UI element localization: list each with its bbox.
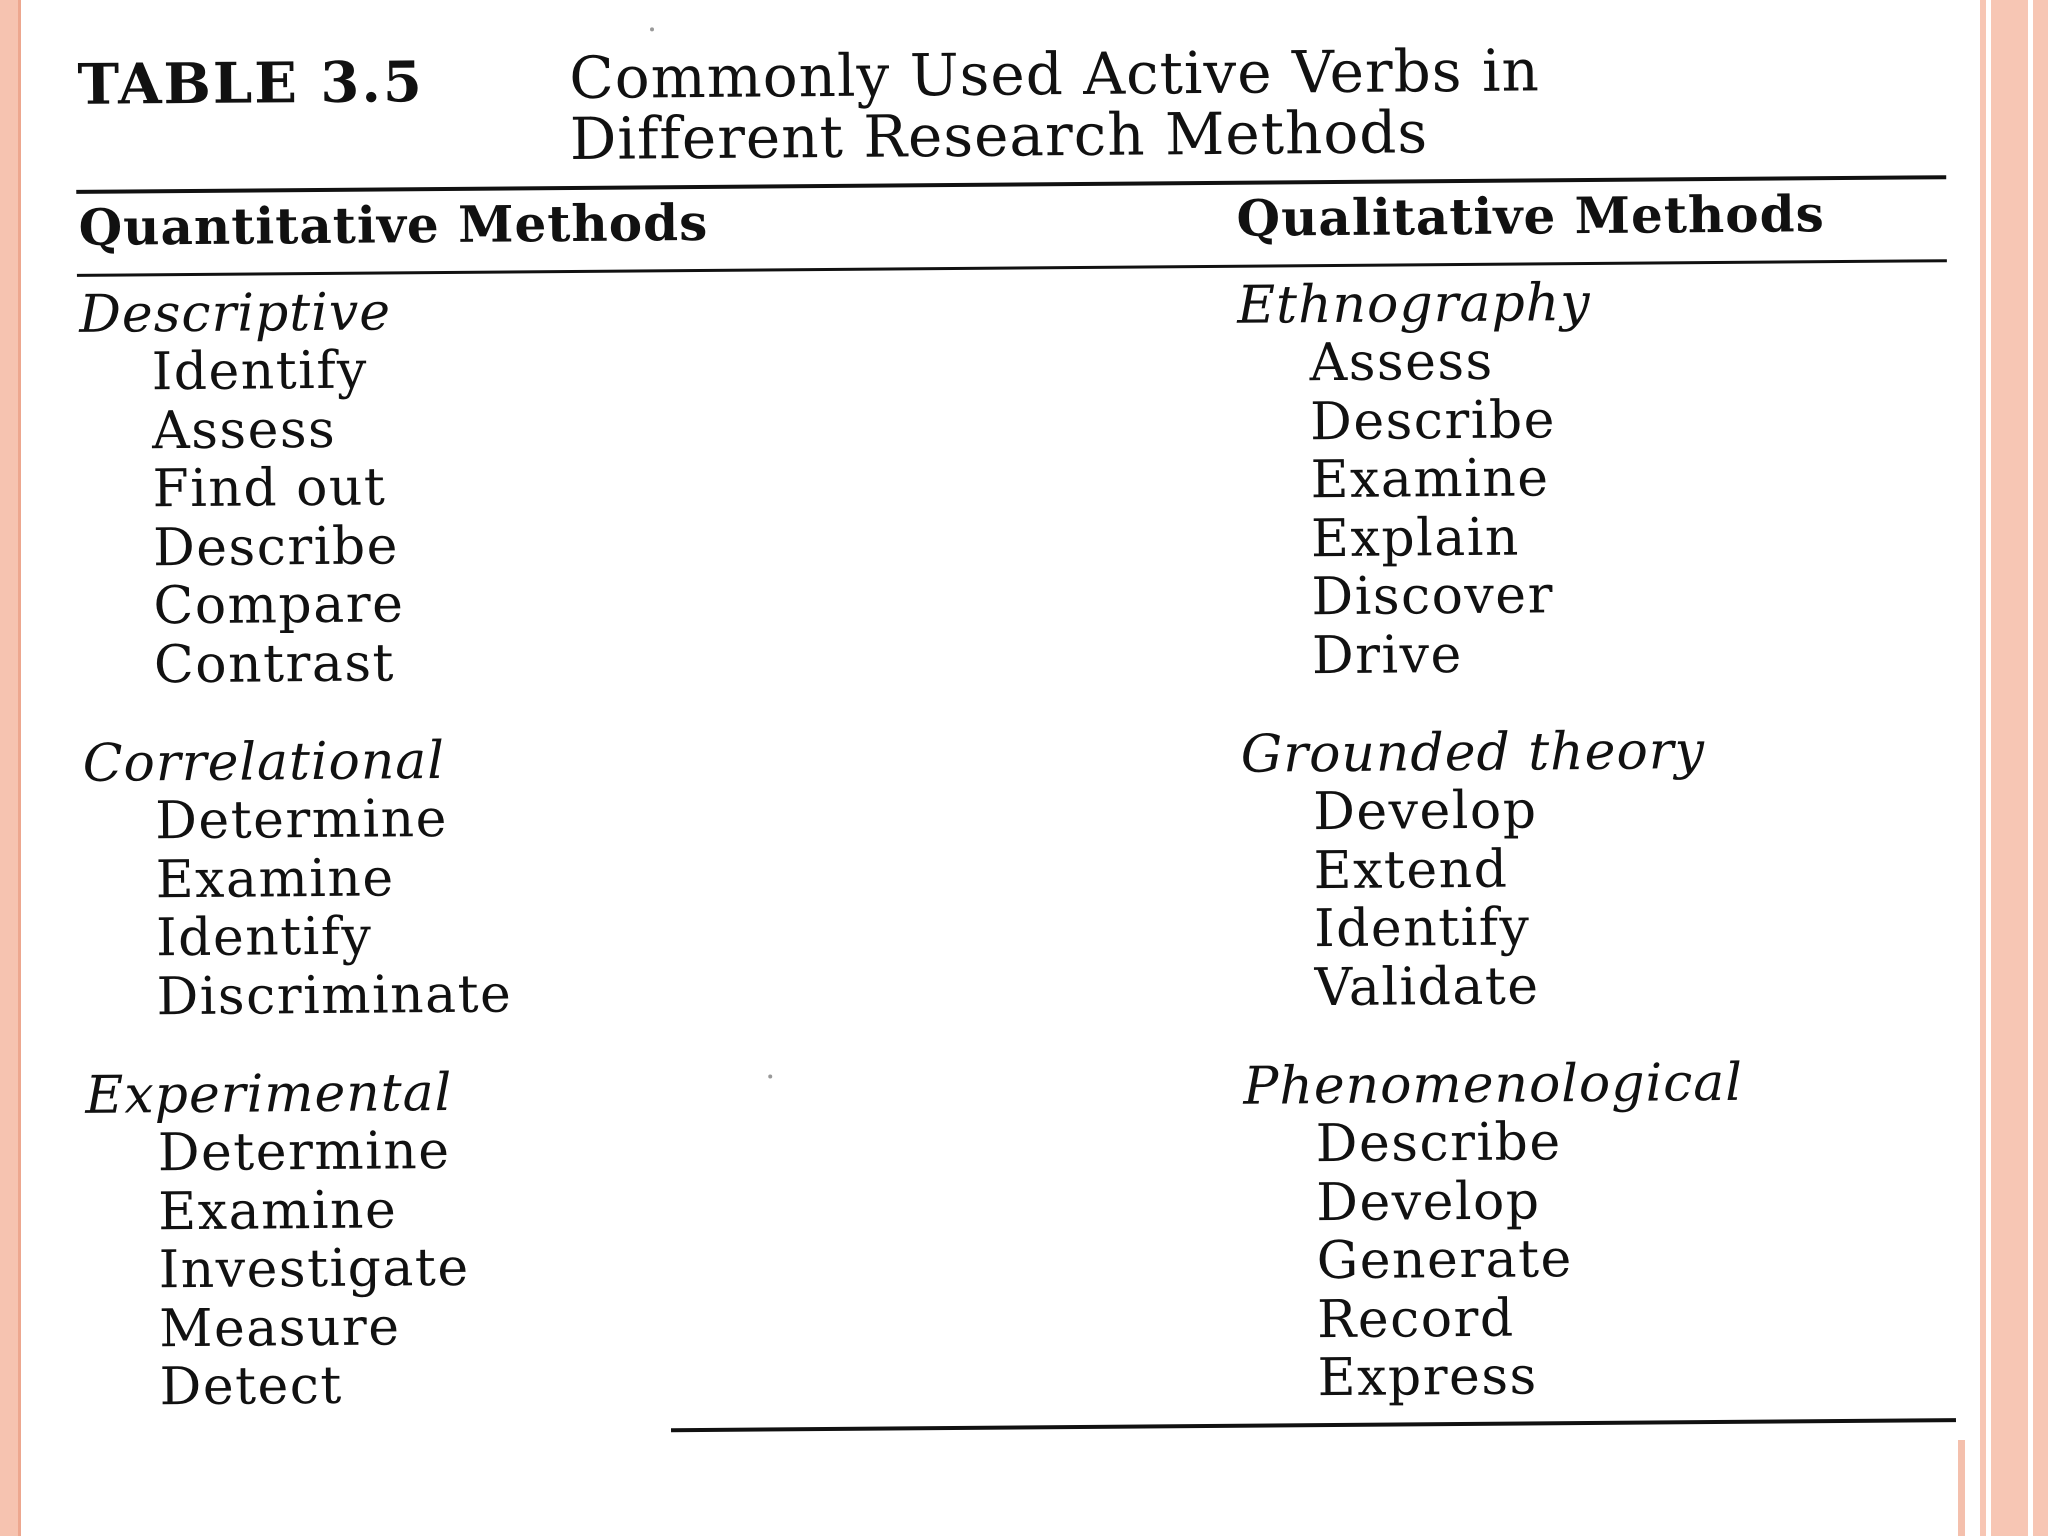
verb-item: Describe xyxy=(1309,389,1557,452)
column-quantitative xyxy=(79,282,516,1457)
verb-item: Describe xyxy=(152,515,400,578)
verb-item: Extend xyxy=(1313,839,1509,901)
verb-item: Generate xyxy=(1316,1229,1574,1292)
verb-item: Discover xyxy=(1311,565,1555,628)
method-name: Grounded theory xyxy=(1240,721,1706,785)
verb-item: Identify xyxy=(1313,897,1531,960)
verb-item: Record xyxy=(1316,1288,1515,1350)
scanned-table xyxy=(60,15,1971,1450)
table-title-line-2: Different Research Methods xyxy=(569,98,1429,173)
method-group xyxy=(1241,722,1743,1018)
verb-item: Identify xyxy=(151,340,369,403)
verb-item: Explain xyxy=(1310,507,1521,569)
method-group xyxy=(1243,1054,1745,1408)
verb-item: Validate xyxy=(1314,955,1540,1018)
verb-item: Discriminate xyxy=(156,963,513,1027)
verb-item: Examine xyxy=(158,1179,398,1242)
verb-item: Express xyxy=(1317,1346,1538,1409)
verb-item: Describe xyxy=(1315,1112,1562,1175)
method-name: Ethnography xyxy=(1236,272,1591,336)
slide-frame-right xyxy=(1980,0,2048,1536)
verb-item: Contrast xyxy=(153,632,396,695)
frame-stripe xyxy=(1986,0,1991,1536)
column-heading-qualitative: Qualitative Methods xyxy=(1236,184,1825,248)
table-title xyxy=(569,36,1870,173)
method-group xyxy=(85,1063,515,1417)
verb-item: Assess xyxy=(151,399,337,461)
slide-frame-left xyxy=(0,0,21,1536)
verb-item: Find out xyxy=(152,457,387,520)
method-group xyxy=(83,731,513,1026)
verb-item: Detect xyxy=(159,1355,344,1418)
method-group xyxy=(1237,273,1740,686)
method-name: Correlational xyxy=(82,731,446,794)
verb-item: Drive xyxy=(1311,624,1464,686)
verb-item: Identify xyxy=(155,906,373,969)
verb-item: Compare xyxy=(153,574,405,637)
table-title-line-1: Commonly Used Active Verbs in xyxy=(569,36,1541,112)
method-name: Phenomenological xyxy=(1243,1052,1744,1117)
table-number: TABLE 3.5 xyxy=(77,49,425,118)
table-caption xyxy=(77,38,1870,174)
verb-item: Assess xyxy=(1309,331,1494,394)
column-heading-quantitative: Quantitative Methods xyxy=(78,192,709,257)
verb-item: Investigate xyxy=(158,1237,470,1301)
verb-item: Develop xyxy=(1316,1170,1541,1233)
frame-inner-line xyxy=(1958,1440,1965,1536)
scan-speck xyxy=(650,27,654,31)
verb-item: Determine xyxy=(157,1120,451,1184)
verb-item: Develop xyxy=(1312,780,1538,843)
verb-item: Determine xyxy=(154,788,449,852)
verb-item: Measure xyxy=(158,1296,401,1359)
frame-stripe xyxy=(2028,0,2033,1536)
method-group xyxy=(79,282,510,694)
method-name: Experimental xyxy=(85,1062,453,1126)
scan-speck xyxy=(768,1074,772,1078)
verb-item: Examine xyxy=(155,847,395,910)
column-qualitative xyxy=(1237,273,1746,1448)
verb-item: Examine xyxy=(1310,448,1550,511)
method-name: Descriptive xyxy=(79,282,392,345)
